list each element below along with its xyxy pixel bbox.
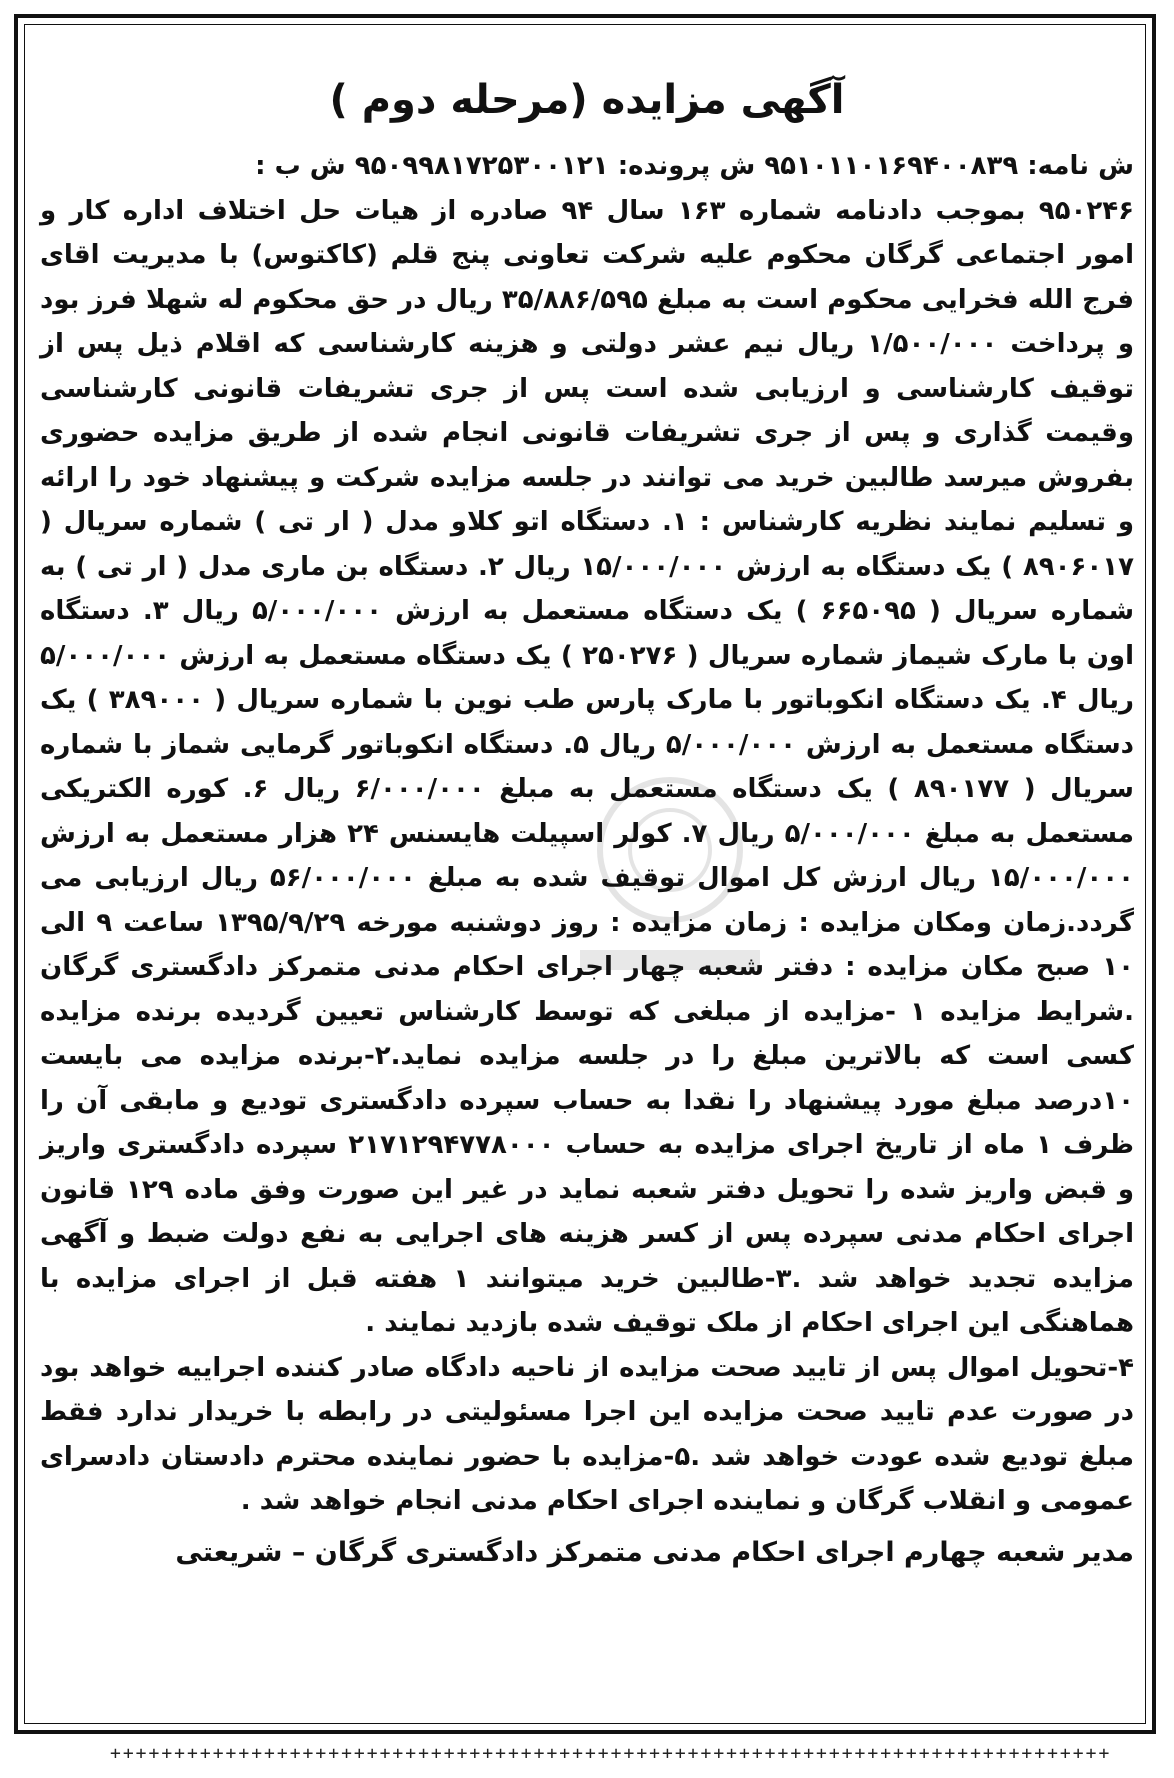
notice-content xyxy=(40,60,1134,1576)
case-numbers: ش نامه: ۹۵۱۰۱۱۰۱۶۹۴۰۰۸۳۹ ش پرونده: ۹۵۰۹۹۸۱۷۲۵۳۰۰۱۲۱ ش ب : xyxy=(255,151,1134,181)
notice-signature: مدیر شعبه چهارم اجرای احکام مدنی متمرکز دادگستری گرگان – شریعتی xyxy=(175,1536,1134,1568)
separator-line: ++++++++++++++++++++++++++++++++++++++++++++++++++++++++++++++++++++++++++++++ xyxy=(110,1744,1112,1764)
notice-conditions: ۴-تحویل اموال پس از تایید صحت مزایده از ناحیه دادگاه صادر کننده اجراییه خواهد بود در صورت عدم تایید صحت مزایده این اجرا مسئولیتی در رابطه با خریدار ندارد فقط مبلغ تودیع شده عودت خواهد شد .۵-مزایده با حضور نماینده محترم دادستان دادسرای عمومی و انقلاب گرگان و نماینده اجرای احکام مدنی انجام خواهد شد . xyxy=(40,1352,1134,1516)
notice-title: آگهی مزایده (مرحله دوم ) xyxy=(329,77,845,123)
notice-body: ۹۵۰۲۴۶ بموجب دادنامه شماره ۱۶۳ سال ۹۴ صادره از هیات حل اختلاف اداره کار و امور اجتماعی گرگان محکوم علیه شرکت تعاونی پنج قلم (کاکتوس) با مدیریت اقای فرج الله فخرایی محکوم است به مبلغ ۳۵/۸۸۶/۵۹۵ ریال در حق محکوم له شهلا فرز بود و پرداخت ۱/۵۰۰/۰۰۰ ریال نیم عشر دولتی و هزینه کارشناسی که اقلام ذیل پس از توقیف کارشناسی و ارزیابی شده است پس از جری تشریفات قانونی کارشناسی وقیمت گذاری و پس از جری تشریفات قانونی انجام شده از طریق مزایده حضوری بفروش میرسد طالبین خرید می توانند در جلسه مزایده شرکت و پیشنهاد خود را ارائه و تسلیم نمایند نظریه کارشناس : ۱. دستگاه اتو کلاو مدل ( ار تی ) شماره سریال ( ۸۹۰۶۰۱۷ ) یک دستگاه به ارزش ۱۵/۰۰۰/۰۰۰ ریال ۲. دستگاه بن ماری مدل ( ار تی ) به شماره سریال ( ۶۶۵۰۹۵ ) یک دستگاه مستعمل به ارزش ۵/۰۰۰/۰۰۰ ریال ۳. دستگاه اون با مارک شیماز شماره سریال ( ۲۵۰۲۷۶ ) یک دستگاه مستعمل به ارزش ۵/۰۰۰/۰۰۰ ریال ۴. یک دستگاه انکوباتور با مارک پارس طب نوین با شماره سریال ( ۳۸۹۰۰۰ ) یک دستگاه مستعمل به ارزش ۵/۰۰۰/۰۰۰ ریال ۵. دستگاه انکوباتور گرمایی شماز با شماره سریال ( ۸۹۰۱۷۷ ) یک دستگاه مستعمل به مبلغ ۶/۰۰۰/۰۰۰ ریال ۶. کوره الکتریکی مستعمل به مبلغ ۵/۰۰۰/۰۰۰ ریال ۷. کولر اسپیلت هایسنس ۲۴ هزار مستعمل به ارزش ۱۵/۰۰۰/۰۰۰ ریال ارزش کل اموال توقیف شده به مبلغ ۵۶/۰۰۰/۰۰۰ ریال ارزیابی می گردد.زمان ومکان مزایده : زمان مزایده : روز دوشنبه مورخه ۱۳۹۵/۹/۲۹ ساعت ۹ الی ۱۰ صبح مکان مزایده : دفتر شعبه چهار اجرای احکام مدنی متمرکز دادگستری گرگان .شرایط مزایده ۱ -مزایده از مبلغی که توسط کارشناس تعیین گردیده برنده مزایده کسی است که بالاترین مبلغ را در جلسه مزایده نماید.۲-برنده مزایده می بایست ۱۰درصد مبلغ مورد پیشنهاد را نقدا به حساب سپرده دادگستری تودیع و مابقی آن را ظرف ۱ ماه از تاریخ اجرای مزایده به حساب ۲۱۷۱۲۹۴۷۷۸۰۰۰ سپرده دادگستری واریز و قبض واریز شده را تحویل دفتر شعبه نماید در غیر این صورت وفق ماده ۱۲۹ قانون اجرای احکام مدنی سپرده پس از کسر هزینه های اجرایی به نفع دولت ضبط و آگهی مزایده تجدید خواهد شد .۳-طالبین خرید میتوانند ۱ هفته قبل از اجرای مزایده با هماهنگی این اجرای احکام از ملک توقیف شده بازدید نمایند . xyxy=(40,195,1135,1338)
